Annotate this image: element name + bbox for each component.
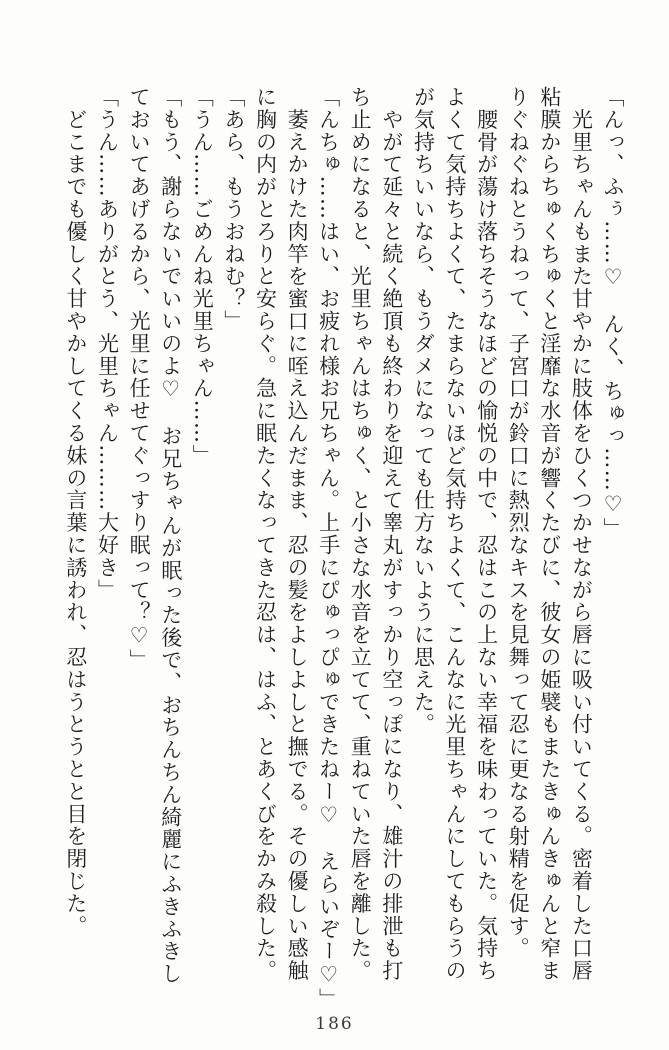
text-line: 「うん……ありがとう、光里ちゃん………大好き」 [95, 86, 120, 602]
text-line: よくて気持ちよくて、たまらないほど気持ちよくて、こんなに光里ちゃんにしてもらうの [443, 86, 468, 982]
page-number: 186 [315, 1014, 354, 1034]
text-line: 「もう、謝らないでいいのよ♡ お兄ちゃんが眠った後で、おちんちん綺麗にふきふきし [158, 86, 183, 985]
text-line: 粘膜からちゅくちゅくと淫靡な水音が響くたびに、彼女の姫襞もまたきゅんきゅんと窄ま [537, 86, 562, 982]
text-line: 「あら、もうおねむ？」 [221, 86, 246, 333]
text-line: 「んちゅ……はい、お疲れ様お兄ちゃん。上手にぴゅっぴゅできたねー♡ えらいぞー♡」 [316, 86, 341, 1011]
text-line: ておいてあげるから、光里に任せてぐっすり眠って？♡」 [127, 86, 152, 672]
text-line: どこまでも優しく甘やかしてくる妹の言葉に誘われ、忍はうとうとと目を閉じた。 [63, 86, 88, 938]
text-line: が気持ちいいなら、もうダメになっても仕方ないように思えた。 [411, 86, 436, 736]
text-line: 萎えかけた肉竿を蜜口に咥え込んだまま、忍の髪をよしよしと撫でる。その優しい感触 [285, 86, 310, 982]
text-line: 「んっ、ふぅ……♡ んく、ちゅっ……♡」 [601, 86, 625, 540]
text-line: やがて延々と続く絶頂も終わりを迎えて睾丸がすっかり空っぽになり、雄汁の排泄も打 [379, 86, 404, 982]
text-line: 光里ちゃんもまた甘やかに肢体をひくつかせながら唇に吸い付いてくる。密着した口唇 [569, 86, 594, 982]
text-line: 「うん……ごめんね光里ちゃん……」 [190, 86, 215, 467]
vertical-text-block [59, 86, 628, 1011]
text-line: ち止めになると、光里ちゃんはちゅく、と小さな水音を立てて、重ねていた唇を離した。 [348, 86, 373, 982]
text-line: りぐねぐねとうねって、子宮口が鈴口に熱烈なキスを見舞って忍に更なる射精を促す。 [506, 86, 531, 960]
text-line: に胸の内がとろりと安らぐ。急に眠たくなってきた忍は、はふ、とあくびをかみ殺した。 [253, 86, 278, 982]
text-line: 腰骨が蕩け落ちそうなほどの愉悦の中で、忍はこの上ない幸福を味わっていた。気持ち [474, 86, 499, 982]
